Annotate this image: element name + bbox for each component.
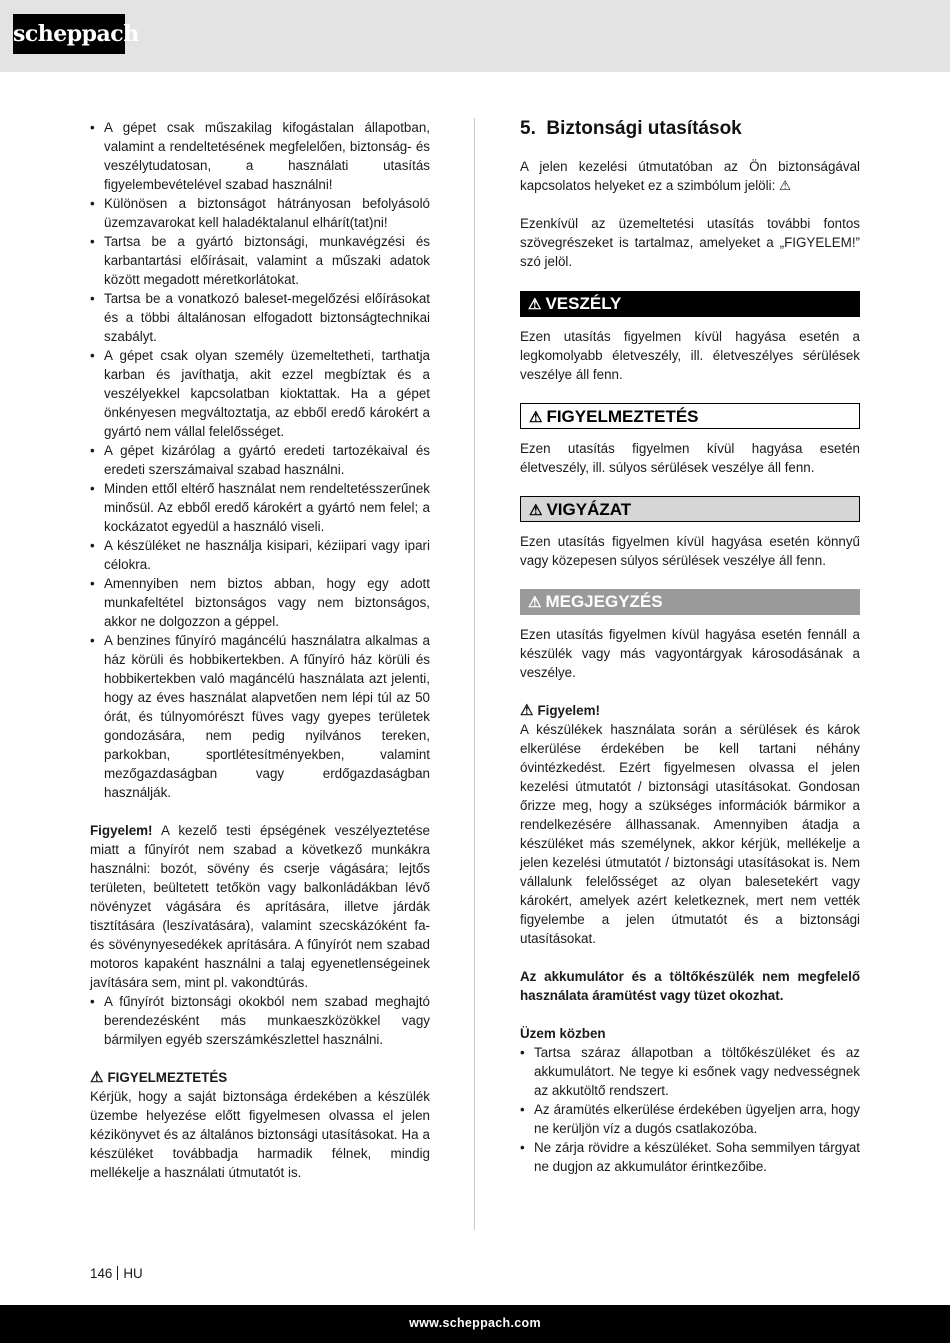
left-column <box>90 118 430 1182</box>
intro-paragraph-2: Ezenkívül az üzemeltetési utasítás további fontos szövegrészeket is tartalmaz, amelyeket a „FIGYELEM!” szó jelöl. <box>520 216 860 269</box>
warning-box-text: Ezen utasítás figyelmen kívül hagyása esetén életveszély, ill. súlyos sérülések veszélye áll fenn. <box>520 441 860 475</box>
list-item: • A fűnyírót biztonsági okokból nem szabad meghajtó berendezésként más munkaeszközökkel vagy bármilyen egyéb szerszámkészlettel használni. <box>90 992 430 1049</box>
warning-text: Kérjük, hogy a saját biztonsága érdekében a készülék üzembe helyezése előtt figyelmesen olvassa el jelen kézikönyvet és az általános biztonsági utasításokat. Ha a készüléket továbbadja harmadik félnek, mindig mellékelje a használati útmutatót is. <box>90 1089 430 1180</box>
attention-text: A kezelő testi épségének veszélyeztetése miatt a fűnyírót nem szabad a következő munkákra használni: bozót, sövény és cserje vágására; lejtős területen, beültetett tetőkön vagy balkonládákban lévő növényzet vágására és aprítására, illetve járdák tisztítására (leszívatására), valamint szecskázóként fa- és sövénynyesedékek aprítására. A fűnyírót nem szabad motoros kapaként használni a talaj egyenetlenségeinek javítására sem, mint pl. vakondtúrás. <box>90 823 430 990</box>
page-header <box>0 0 950 72</box>
caution-box: ⚠ VIGYÁZAT <box>520 496 860 522</box>
list-item: • Ne zárja rövidre a készüléket. Soha semmilyen tárgyat ne dugjon az akkumulátor érintkezőibe. <box>520 1138 860 1176</box>
warning-triangle-icon: ⚠ <box>528 594 542 611</box>
attention-paragraph <box>90 821 430 992</box>
website-url: www.scheppach.com <box>409 1316 541 1330</box>
list-item: • Tartsa száraz állapotban a töltőkészüléket és az akkumulátort. Ne tegye ki esőnek vagy nedvességnek az akkutöltő rendszert. <box>520 1043 860 1100</box>
operation-list <box>520 1043 860 1176</box>
danger-box: ⚠ VESZÉLY <box>520 291 860 317</box>
list-item: • A gépet csak műszakilag kifogástalan állapotban, valamint a rendeltetésének megfelelően, biztonság- és veszélytudatosan, a használati utasítás figyelembevételével szabad használni! <box>90 118 430 194</box>
drive-rule-list <box>90 992 430 1049</box>
scheppach-logo: scheppach <box>13 14 125 54</box>
warning-triangle-icon: ⚠ <box>520 702 534 719</box>
attention-body: A készülékek használata során a sérülések és károk elkerülése érdekében be kell tartani néhány óvintézkedést. Ezért figyelmesen olvassa el jelen kezelési útmutatót / biztonsági utasításokat. Gondosan őrizze meg, hogy a szükséges információk bármikor a rendelkezésére állhassanak. Amennyiben átadja a készüléket más személynek, akkor kérjük, mellékelje a jelen kezelési útmutatót / biztonsági utasításokat is. Nem vállalunk felelősséget az olyan balesetekért vagy károkért, amelyek azért keletkeznek, mert nem vették figyelembe a jelen útmutatót és a biztonsági utasításokat. <box>520 722 860 946</box>
column-divider <box>474 118 475 1230</box>
warning-triangle-icon: ⚠ <box>529 409 543 426</box>
attention-label: Figyelem! <box>90 823 153 838</box>
operation-heading: Üzem közben <box>520 1026 606 1041</box>
list-item: • A gépet csak olyan személy üzemeltetheti, tarthatja karban és javíthatja, akit ezzel megbíztak és a veszélyekkel kapcsolatban kioktattak. Ha a gépet önkényesen megváltoztatja, az ebből eredő károkért a gyártó nem vállal felelősséget. <box>90 346 430 441</box>
danger-text: Ezen utasítás figyelmen kívül hagyása esetén a legkomolyabb életveszély, ill. életveszélyes sérülések veszélye áll fenn. <box>520 329 860 382</box>
list-item: • A gépet kizárólag a gyártó eredeti tartozékaival és eredeti szerszámaival szabad használni. <box>90 441 430 479</box>
right-column <box>520 118 860 1176</box>
list-item: • Különösen a biztonságot hátrányosan befolyásoló üzemzavarokat kell haladéktalanul elhárít(tat)ni! <box>90 194 430 232</box>
note-text: Ezen utasítás figyelmen kívül hagyása esetén fennáll a készülék vagy más vagyontárgyak károsodásának a veszélye. <box>520 627 860 680</box>
battery-warning: Az akkumulátor és a töltőkészülék nem megfelelő használata áramütést vagy tüzet okozhat. <box>520 969 860 1003</box>
warning-heading: ⚠ FIGYELMEZTETÉS <box>90 1069 228 1086</box>
list-item: • A készüléket ne használja kisipari, kéziipari vagy ipari célokra. <box>90 536 430 574</box>
page-footer <box>0 1305 950 1343</box>
warning-triangle-icon: ⚠ <box>528 296 542 313</box>
list-item: • A benzines fűnyíró magáncélú használatra alkalmas a ház körüli és hobbikertekben. A fűnyíró ház körüli és hobbikertekben való magáncélú használata azt jelenti, hogy az éves használat alapvetően nem lépi túl az 50 órát, és túlnyomórészt füves vagy gyepes területek gondozására, nem pedig nyilvános tereken, parkokban, sportlétesítményekben, valamint mezőgazdaságban vagy erdőgazdaságban használják. <box>90 631 430 802</box>
page-number: 146 HU <box>90 1266 143 1281</box>
warning-box: ⚠ FIGYELMEZTETÉS <box>520 403 860 429</box>
note-box: ⚠ MEGJEGYZÉS <box>520 589 860 615</box>
warning-triangle-icon: ⚠ <box>90 1069 104 1086</box>
list-item: • Tartsa be a vonatkozó baleset-megelőzési előírásokat és a többi általánosan elfogadott biztonságtechnikai szabályt. <box>90 289 430 346</box>
list-item: • Tartsa be a gyártó biztonsági, munkavégzési és karbantartási előírásait, valamint a műszaki adatok között megadott méretkorlátokat. <box>90 232 430 289</box>
usage-rules-list <box>90 118 430 802</box>
list-item: • Minden ettől eltérő használat nem rendeltetésszerűnek minősül. Az ebből eredő károkért a gyártó nem felel; a kockázatot egyedül a használó viseli. <box>90 479 430 536</box>
list-item: • Amennyiben nem biztos abban, hogy egy adott munkafeltétel biztonságos vagy nem biztonságos, akkor ne dolgozzon a géppel. <box>90 574 430 631</box>
list-item: • Az áramütés elkerülése érdekében ügyeljen arra, hogy ne kerüljön víz a dugós csatlakozóba. <box>520 1100 860 1138</box>
page-separator <box>117 1266 118 1280</box>
attention-heading: ⚠ Figyelem! <box>520 702 600 719</box>
warning-triangle-icon: ⚠ <box>529 502 543 519</box>
caution-text: Ezen utasítás figyelmen kívül hagyása esetén könnyű vagy közepesen súlyos sérülések veszélye áll fenn. <box>520 534 860 568</box>
section-heading: 5. Biztonsági utasítások <box>520 118 742 139</box>
intro-paragraph-1: A jelen kezelési útmutatóban az Ön biztonságával kapcsolatos helyeket ez a szimbólum jelöli: ⚠ <box>520 159 860 193</box>
